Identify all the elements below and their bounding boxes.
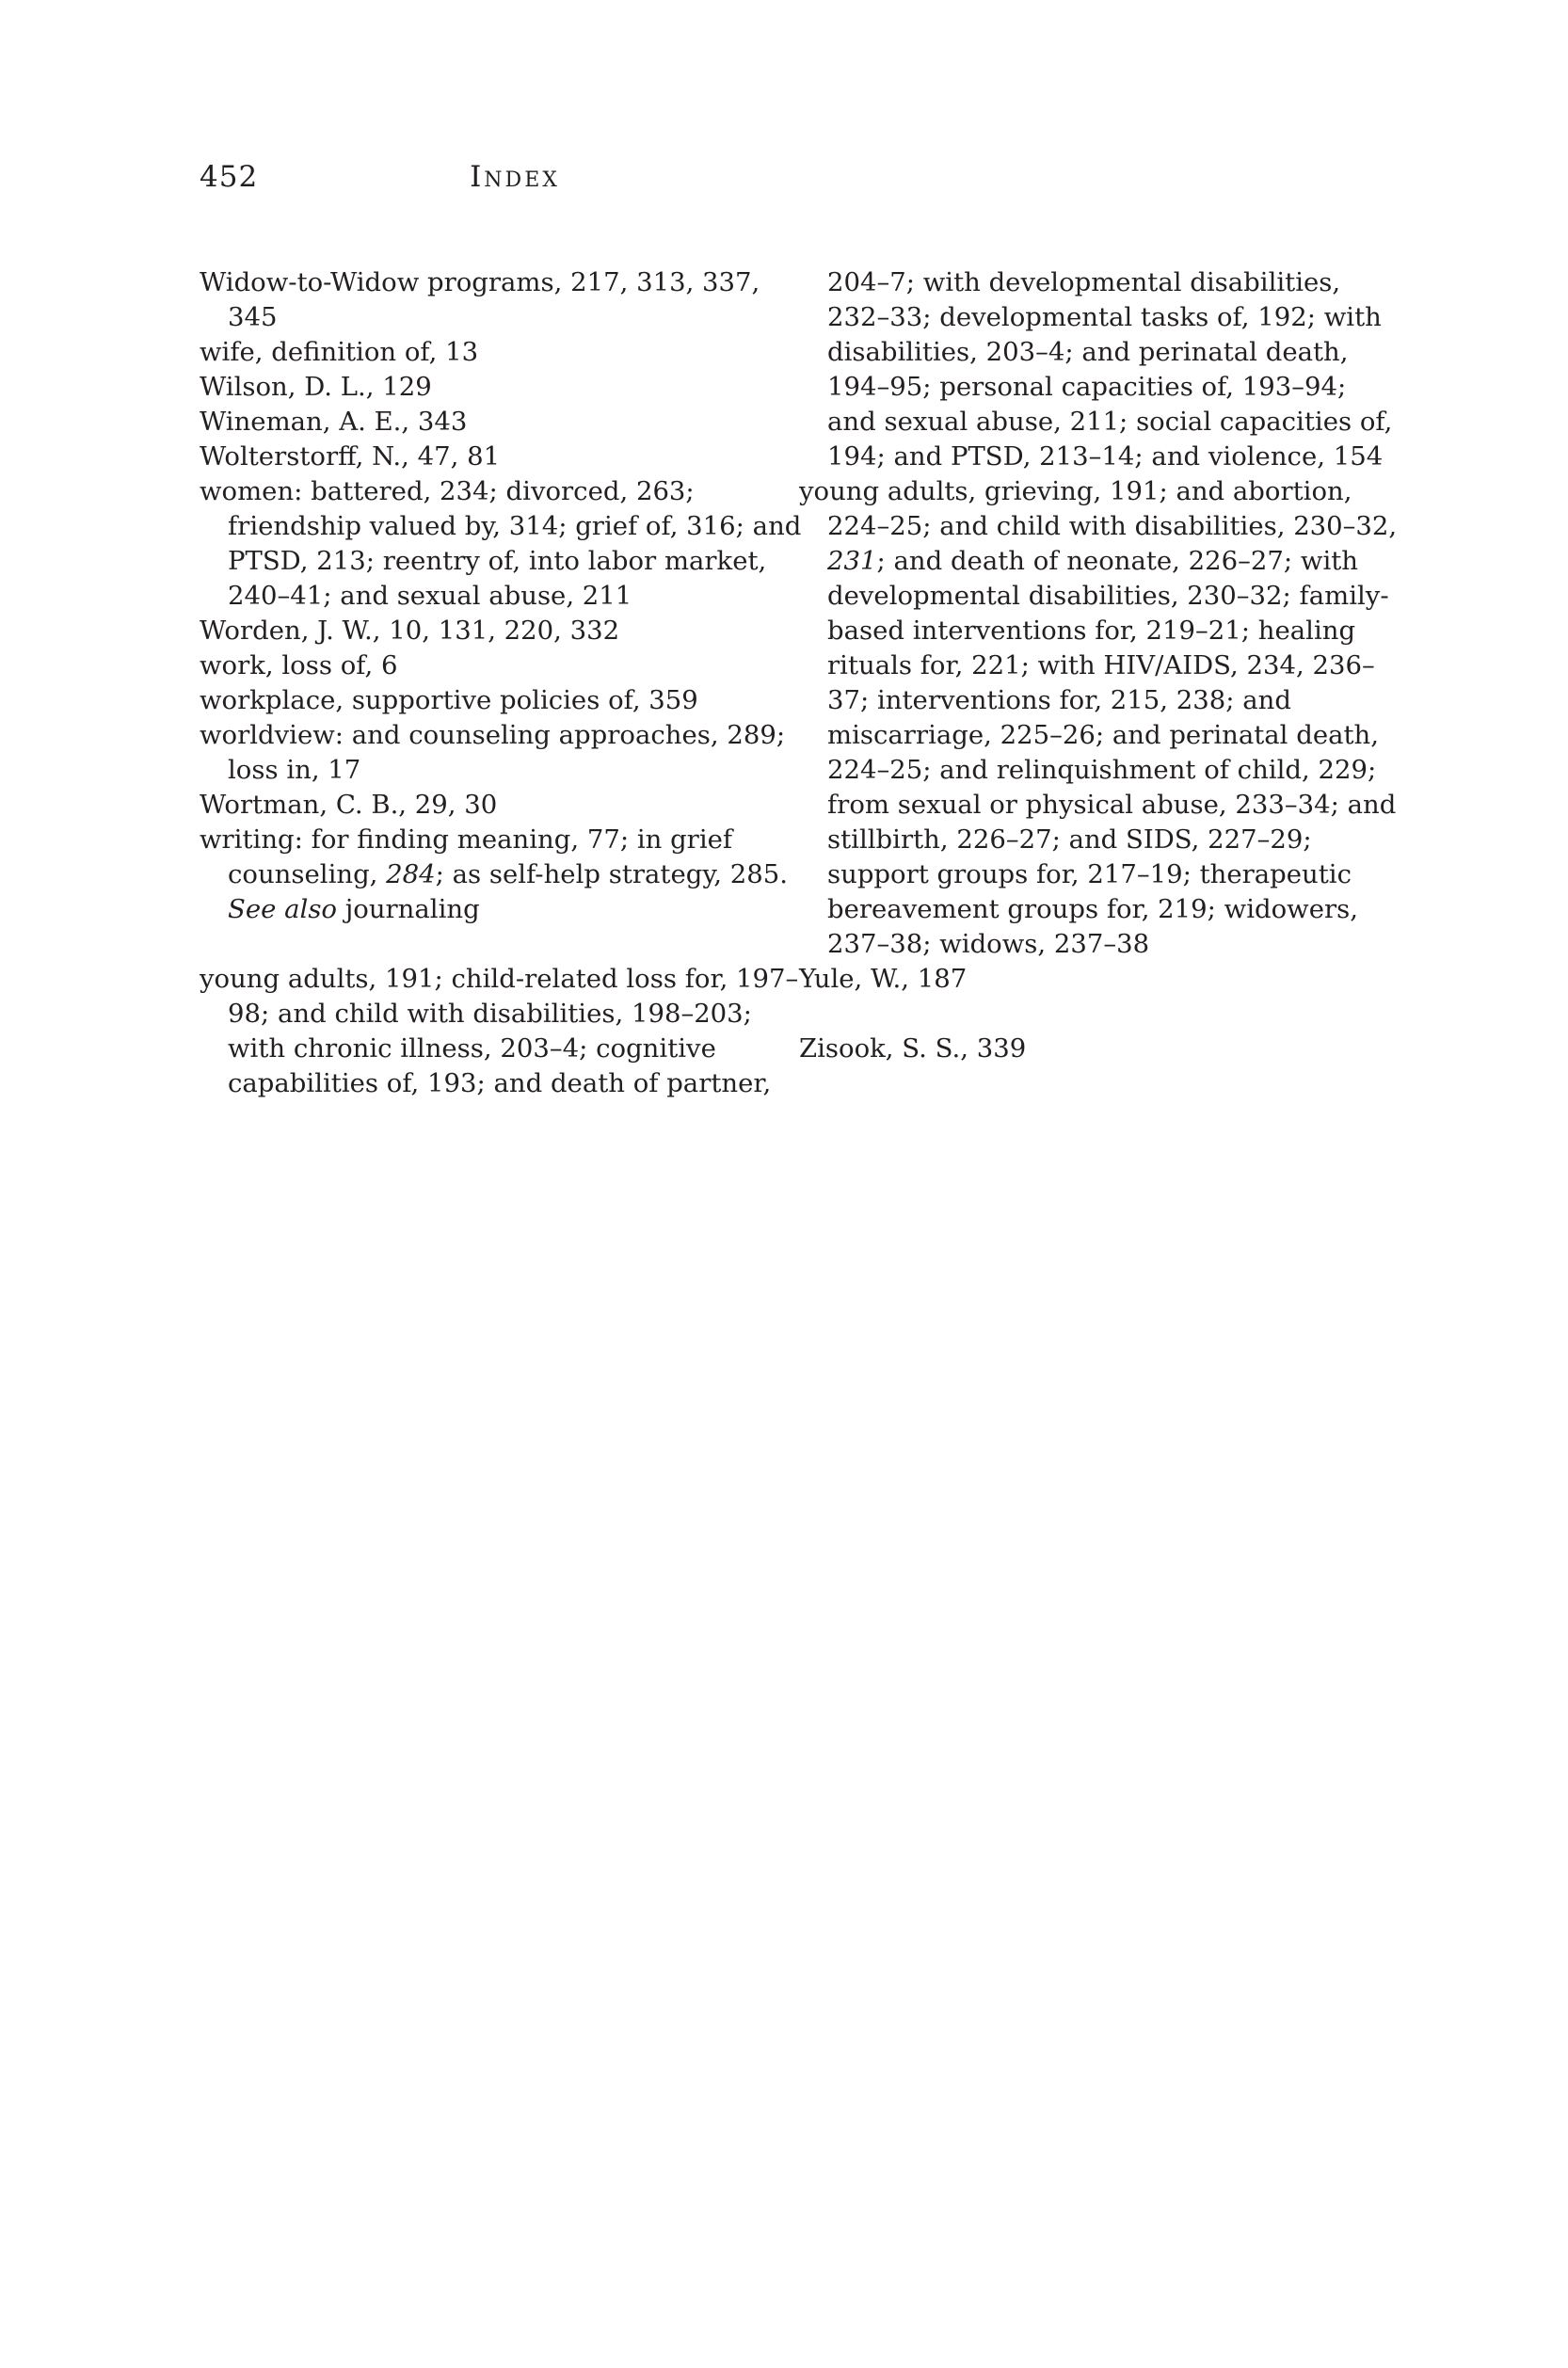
entry-text: ; and death of neonate, 226–27; with developmental disabilities, 230–32; family-based interventions for, 219–21; healing rituals for, 221; with HIV/AIDS, 234, 236–37; interventions for, 215, 238; and miscarriage, 225–26; and perinatal death, 224–25; and relinquishment of child, 229; from sexual or physical abuse, 233–34; and stillbirth, 226–27; and SIDS, 227–29; support groups for, 217–19; therapeutic bereavement groups for, 219; widowers, 237–38; widows, 237–38 [827,546,1397,959]
index-entry-yule: Yule, W., 187 [799,964,968,994]
index-entry: Wilson, D. L., 129 [200,372,432,402]
index-column-right [799,265,1401,1066]
entry-text: writing: for finding meaning, 77; in grief counseling, [200,824,733,889]
index-entry-continued: 204–7; with developmental disabilities, 232–33; developmental tasks of, 192; with disabilities, 203–4; and perinatal death, 194–95; personal capacities of, 193–94; and sexual abuse, 211; social capacities of, 194; and PTSD, 213–14; and violence, 154 [827,267,1393,472]
entry-text: ; as self-help strategy, 285. [435,859,788,889]
letter-group-gap [200,927,802,962]
index-entry-young-adults: young adults, 191; child-related loss for, 197–98; and child with disabilities, 198–203; with chronic illness, 203–4; cognitive capabilities of, 193; and death of partner, [200,964,799,1098]
index-entry: Wineman, A. E., 343 [200,407,468,437]
index-entry: Wortman, C. B., 29, 30 [200,790,498,820]
index-entry-young-adults-grieving [799,474,1401,962]
entry-text: young adults, grieving, 191; and abortion, 224–25; and child with disabilities, 230–32, [799,476,1398,541]
index-entry: Wolterstorff, N., 47, 81 [200,441,501,472]
page-number: 452 [200,160,259,194]
letter-group-gap [799,997,1401,1032]
index-entry: Widow-to-Widow programs, 217, 313, 337, 345 [200,267,760,332]
index-entry-writing [200,823,802,927]
index-entry: Worden, J. W., 10, 131, 220, 332 [200,616,620,646]
running-head: Index [470,160,560,194]
italic-page-ref: 284 [386,859,436,889]
index-entry: workplace, supportive policies of, 359 [200,685,698,715]
index-entry: work, loss of, 6 [200,650,398,680]
italic-page-ref: 231 [827,546,877,576]
index-entry-zisook: Zisook, S. S., 339 [799,1033,1027,1064]
see-also-label: See also [228,894,337,924]
index-entry: wife, definition of, 13 [200,337,479,367]
entry-text: journaling [337,894,480,924]
index-column-left [200,265,802,1101]
page-header [200,160,830,207]
index-entry: women: battered, 234; divorced, 263; friendship valued by, 314; grief of, 316; and PTSD, 213; reentry of, into labor market, 240–41; and sexual abuse, 211 [200,476,802,611]
index-entry: worldview: and counseling approaches, 289; loss in, 17 [200,720,786,785]
